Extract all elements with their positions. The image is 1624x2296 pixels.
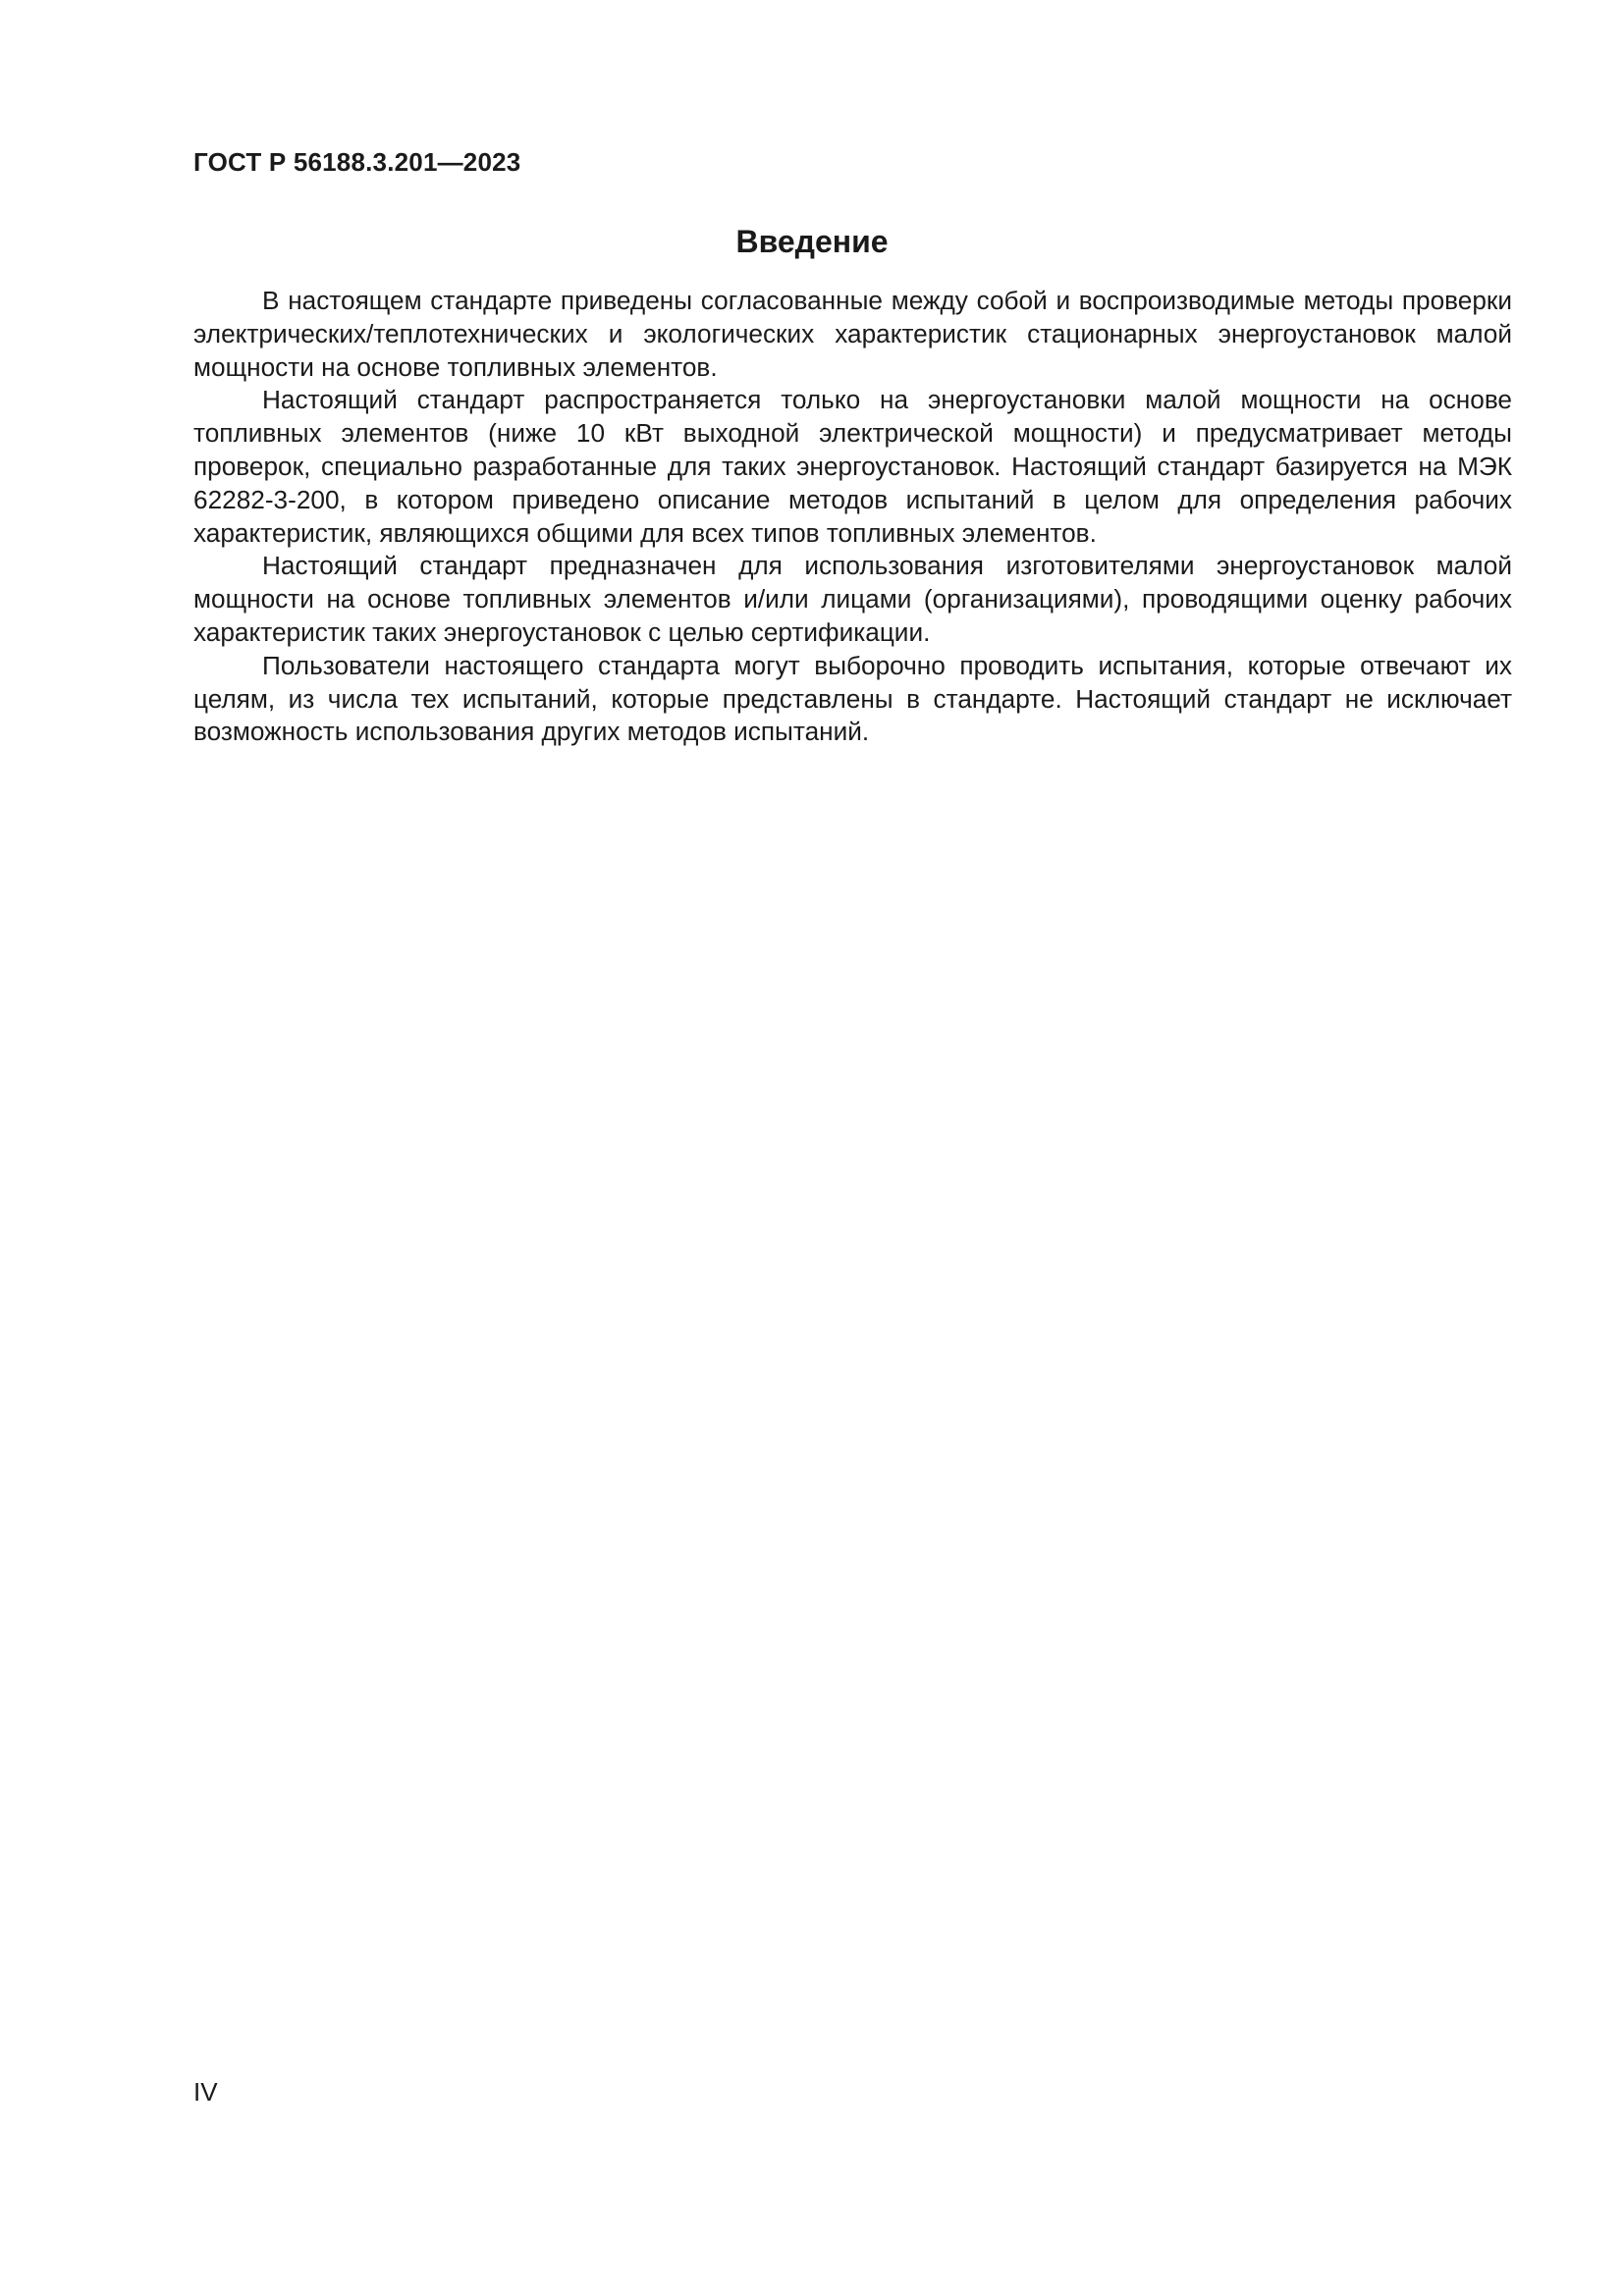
paragraph: Пользователи настоящего стандарта могут выборочно проводить испытания, которые отвечают их целям, из числа тех испытаний, которые представлены в стандарте. Настоящий стандарт не исключает возможность использования других методов испытаний.: [193, 650, 1512, 747]
paragraph: В настоящем стандарте приведены согласованные между собой и воспроизводимые методы проверки электрических/теплотехнических и экологических характеристик стационарных энергоустановок малой мощности на основе топливных элементов.: [193, 286, 1512, 382]
section-title: Введение: [735, 224, 889, 259]
paragraph: Настоящий стандарт распространяется только на энергоустановки малой мощности на основе топливных элементов (ниже 10 кВт выходной электрической мощности) и предусматривает методы проверок, специально разработанные для таких энергоустановок. Настоящий стандарт базируется на МЭК 62282-3-200, в котором приведено описание методов испытаний в целом для определения рабочих характеристик, являющихся общими для всех типов топливных элементов.: [193, 385, 1512, 548]
body-text: [193, 285, 1512, 749]
paragraph: Настоящий стандарт предназначен для использования изготовителями энергоустановок малой мощности на основе топливных элементов и/или лицами (организациями), проводящими оценку рабочих характеристик таких энергоустановок с целью сертификации.: [193, 551, 1512, 647]
document-header: ГОСТ Р 56188.3.201—2023: [193, 147, 521, 177]
page-number: IV: [193, 2077, 218, 2107]
